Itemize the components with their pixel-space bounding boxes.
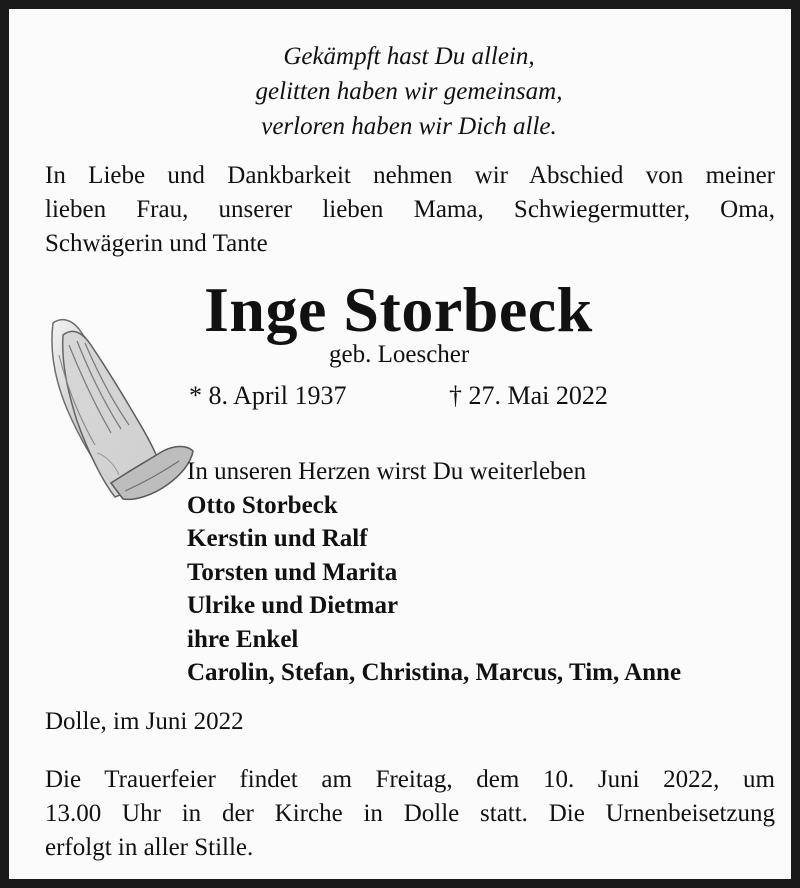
- birth-name: geb. Loescher: [329, 341, 470, 368]
- family-member: Otto Storbeck: [187, 491, 338, 519]
- deceased-name: Inge Storbeck: [204, 274, 593, 345]
- poem-line: verloren haben wir Dich alle.: [261, 113, 557, 140]
- intro-text: [45, 159, 775, 261]
- intro-line: lieben Frau, unserer lieben Mama, Schwiegermutter, Oma,: [45, 196, 775, 223]
- death-date: † 27. Mai 2022: [449, 381, 608, 410]
- poem: [9, 39, 800, 144]
- family-block: [187, 455, 681, 690]
- praying-hands-icon: [45, 315, 195, 501]
- poem-line: Gekämpft hast Du allein,: [283, 43, 535, 70]
- family-member: Carolin, Stefan, Christina, Marcus, Tim, Anne: [187, 659, 682, 686]
- service-info: [45, 763, 775, 865]
- family-member: ihre Enkel: [187, 625, 299, 653]
- place-date: Dolle, im Juni 2022: [45, 708, 244, 735]
- poem-line: gelitten haben wir gemeinsam,: [255, 78, 563, 105]
- intro-line: Schwägerin und Tante: [45, 230, 268, 257]
- service-line: 13.00 Uhr in der Kirche in Dolle statt. Die Urnenbeisetzung: [45, 800, 775, 827]
- birth-date: * 8. April 1937: [189, 381, 347, 410]
- family-member: Torsten und Marita: [187, 558, 398, 586]
- intro-line: In Liebe und Dankbarkeit nehmen wir Abschied von meiner: [45, 162, 775, 189]
- service-line: erfolgt in aller Stille.: [45, 834, 254, 861]
- family-motto: In unseren Herzen wirst Du weiterleben: [187, 458, 587, 485]
- service-line: Die Trauerfeier findet am Freitag, dem 10. Juni 2022, um: [45, 766, 775, 793]
- family-member: Kerstin und Ralf: [187, 525, 368, 552]
- family-member: Ulrike und Dietmar: [187, 592, 399, 619]
